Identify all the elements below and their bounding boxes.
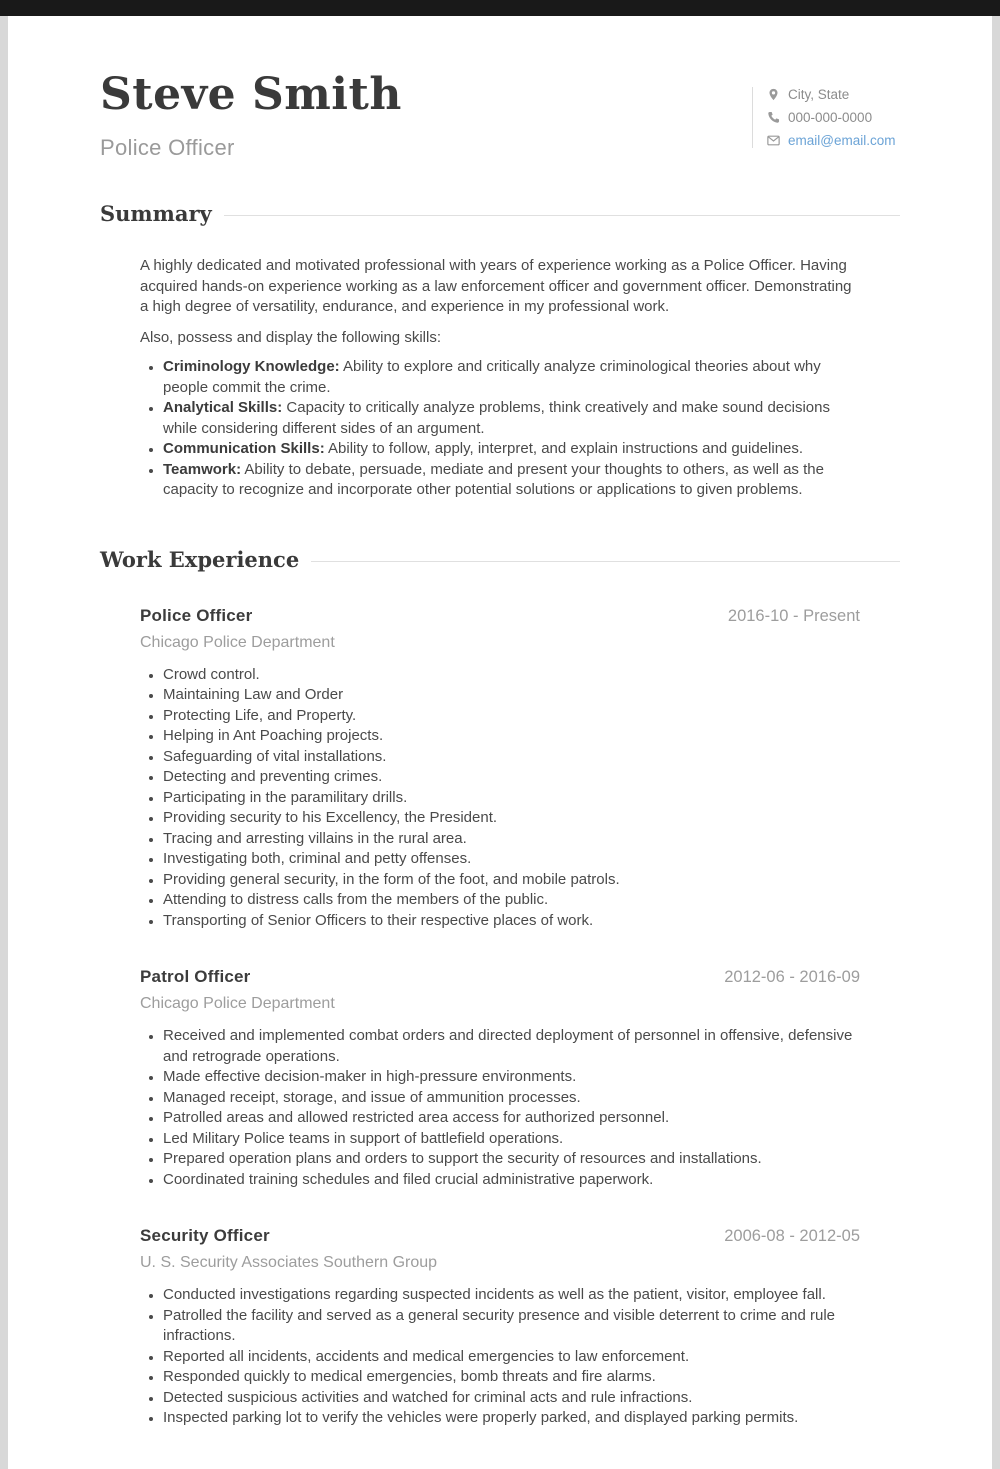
contact-location-text: City, State (788, 87, 850, 102)
work-experience-body (140, 606, 860, 1429)
email-icon (767, 134, 780, 147)
job-bullet: • Led Military Police teams in support of battlefield operations. (163, 1129, 860, 1150)
job-header (140, 1226, 860, 1246)
job-title: Security Officer (140, 1226, 270, 1246)
skill-text: Ability to follow, apply, interpret, and explain instructions and guidelines. (328, 440, 804, 458)
job-bullet: • Detecting and preventing crimes. (163, 767, 860, 788)
summary-paragraph: A highly dedicated and motivated professional with years of experience working as a Police Officer. Having acquired hands-on experience working as a law enforcement officer and government officer. Demonstrating a high degree of versatility, endurance, and experience in my professional work. (140, 257, 852, 316)
job-bullet: • Transporting of Senior Officers to their respective places of work. (163, 911, 860, 932)
skill-item (163, 398, 860, 439)
job-bullet-list (140, 1285, 860, 1429)
job-company: U. S. Security Associates Southern Group (140, 1254, 438, 1272)
job-bullet: • Responded quickly to medical emergencies, bomb threats and fire alarms. (163, 1367, 860, 1388)
identity-block (100, 71, 402, 161)
skill-text: Capacity to critically analyze problems, think creatively and make sound decisions while considering different sides of an argument. (163, 399, 830, 437)
skill-item (163, 460, 860, 501)
job-bullet: • Conducted investigations regarding suspected incidents as well as the patient, visitor, employee fall. (163, 1285, 860, 1306)
job-bullet: • Patrolled the facility and served as a general security presence and visible deterrent to crime and rule infractions. (163, 1306, 860, 1347)
contact-location (767, 87, 900, 102)
job-dates: 2012-06 - 2016-09 (724, 968, 860, 987)
skill-item (163, 357, 860, 398)
job-bullet: • Providing general security, in the form of the foot, and mobile patrols. (163, 870, 860, 891)
job-bullet-list (140, 665, 860, 932)
skill-label: Analytical Skills: (163, 399, 283, 417)
job-header (140, 967, 860, 987)
heading-rule (311, 561, 900, 562)
job-entry-police-officer (140, 606, 860, 932)
job-bullet: • Inspected parking lot to verify the vehicles were properly parked, and displayed parking permits. (163, 1408, 860, 1429)
location-pin-icon (767, 88, 780, 101)
summary-heading: Summary (100, 201, 212, 227)
work-experience-heading: Work Experience (100, 546, 300, 572)
page-top-bar (0, 0, 1000, 16)
summary-section (100, 201, 900, 501)
contact-phone (767, 110, 900, 125)
job-bullet: • Patrolled areas and allowed restricted area access for authorized personnel. (163, 1108, 860, 1129)
skill-text: Ability to debate, persuade, mediate and present your thoughts to others, as well as the capacity to recognize and incorporate other potential solutions or applications to given problems. (163, 460, 824, 499)
job-bullet: • Safeguarding of vital installations. (163, 747, 860, 768)
skills-list (140, 357, 860, 501)
person-title: Police Officer (100, 135, 235, 161)
contact-email-link[interactable]: email@email.com (788, 133, 896, 148)
job-bullet: • Crowd control. (163, 665, 860, 686)
job-dates: 2016-10 - Present (727, 606, 860, 625)
job-bullet: • Maintaining Law and Order (163, 685, 860, 706)
job-entry-patrol-officer (140, 967, 860, 1190)
job-bullet: • Protecting Life, and Property. (163, 706, 860, 727)
job-bullet: • Providing security to his Excellency, the President. (163, 808, 860, 829)
phone-icon (767, 111, 780, 124)
job-header (140, 606, 860, 626)
summary-skills-intro: Also, possess and display the following skills: (140, 328, 441, 346)
job-bullet: • Investigating both, criminal and petty offenses. (163, 849, 860, 870)
resume-header (100, 71, 900, 161)
work-experience-section (100, 547, 900, 1429)
skill-item (163, 439, 860, 460)
contact-email (767, 133, 900, 148)
skill-label: Communication Skills: (163, 440, 325, 458)
job-title: Police Officer (140, 605, 253, 625)
job-bullet: • Tracing and arresting villains in the rural area. (163, 829, 860, 850)
job-bullet: • Received and implemented combat orders and directed deployment of personnel in offensive, defensive and retrograde operations. (163, 1026, 860, 1067)
skill-label: Teamwork: (163, 460, 242, 478)
job-bullet: • Helping in Ant Poaching projects. (163, 726, 860, 747)
contact-block (752, 87, 900, 148)
job-bullet: • Made effective decision-maker in high-pressure environments. (163, 1067, 860, 1088)
job-bullet-list (140, 1026, 860, 1190)
job-company: Chicago Police Department (140, 995, 335, 1013)
job-bullet: • Reported all incidents, accidents and medical emergencies to law enforcement. (163, 1347, 860, 1368)
summary-body (140, 256, 860, 501)
job-bullet: • Participating in the paramilitary drills. (163, 788, 860, 809)
job-entry-security-officer (140, 1226, 860, 1429)
contact-phone-text: 000-000-0000 (788, 110, 873, 125)
job-dates: 2006-08 - 2012-05 (724, 1227, 860, 1246)
heading-rule (224, 215, 900, 216)
job-company: Chicago Police Department (140, 633, 335, 651)
skill-label: Criminology Knowledge: (163, 358, 340, 376)
job-bullet: • Attending to distress calls from the members of the public. (163, 890, 860, 911)
job-bullet: • Detected suspicious activities and watched for criminal acts and rule infractions. (163, 1388, 860, 1409)
summary-heading-row (100, 201, 900, 226)
job-bullet: • Coordinated training schedules and filed crucial administrative paperwork. (163, 1170, 860, 1191)
work-experience-heading-row (100, 547, 900, 572)
person-name: Steve Smith (100, 69, 402, 120)
job-title: Patrol Officer (140, 967, 251, 987)
job-bullet: • Prepared operation plans and orders to support the security of resources and installations. (163, 1149, 860, 1170)
resume-page (8, 16, 992, 1469)
job-bullet: • Managed receipt, storage, and issue of ammunition processes. (163, 1088, 860, 1109)
skill-text: Ability to explore and critically analyze criminological theories about why people commit the crime. (163, 358, 821, 396)
